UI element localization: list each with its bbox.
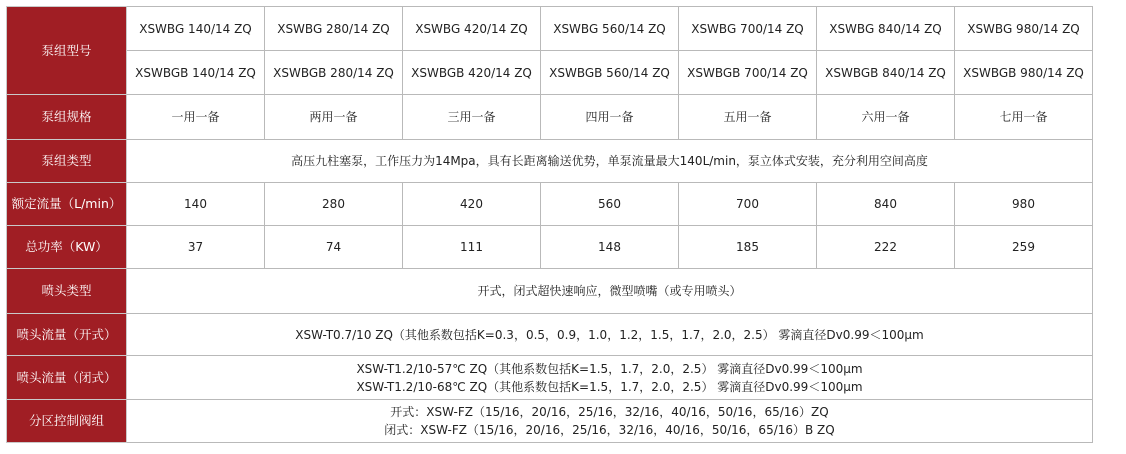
model-cell: XSWBG 420/14 ZQ [403,7,541,51]
row-label-pump-model: 泵组型号 [7,7,127,95]
model-cell: XSWBG 280/14 ZQ [265,7,403,51]
row-rated-flow [7,183,1093,226]
row-label-nozzle-flow-closed: 喷头流量（闭式） [7,356,127,400]
model-cell: XSWBGB 280/14 ZQ [265,51,403,95]
model-cell: XSWBGB 420/14 ZQ [403,51,541,95]
model-cell: XSWBGB 700/14 ZQ [679,51,817,95]
spec-cell: 六用一备 [817,95,955,140]
row-label-total-power: 总功率（KW） [7,226,127,269]
nozzle-flow-open-description: XSW-T0.7/10 ZQ（其他系数包括K=0.3，0.5，0.9，1.0，1.2，1.5，1.7，2.0，2.5） 雾滴直径Dv0.99＜100μm [127,314,1093,356]
spec-cell: 两用一备 [265,95,403,140]
row-pump-spec [7,95,1093,140]
model-cell: XSWBGB 840/14 ZQ [817,51,955,95]
power-cell: 111 [403,226,541,269]
flow-cell: 840 [817,183,955,226]
power-cell: 259 [955,226,1093,269]
row-pump-model-a [7,7,1093,51]
row-label-pump-spec: 泵组规格 [7,95,127,140]
spec-cell: 三用一备 [403,95,541,140]
model-cell: XSWBG 560/14 ZQ [541,7,679,51]
power-cell: 185 [679,226,817,269]
flow-cell: 560 [541,183,679,226]
row-pump-type [7,140,1093,183]
spec-table [6,6,1093,443]
row-nozzle-type [7,269,1093,314]
flow-cell: 280 [265,183,403,226]
zone-control-valve-line: 开式：XSW-FZ（15/16，20/16，25/16，32/16，40/16，50/16，65/16）ZQ [390,405,829,419]
model-cell: XSWBGB 980/14 ZQ [955,51,1093,95]
row-nozzle-flow-open [7,314,1093,356]
model-cell: XSWBG 840/14 ZQ [817,7,955,51]
spec-cell: 一用一备 [127,95,265,140]
model-cell: XSWBG 140/14 ZQ [127,7,265,51]
row-label-nozzle-type: 喷头类型 [7,269,127,314]
flow-cell: 980 [955,183,1093,226]
nozzle-type-description: 开式，闭式超快速响应，微型喷嘴（或专用喷头） [127,269,1093,314]
flow-cell: 140 [127,183,265,226]
row-nozzle-flow-closed [7,356,1093,400]
row-total-power [7,226,1093,269]
model-cell: XSWBGB 140/14 ZQ [127,51,265,95]
power-cell: 222 [817,226,955,269]
spec-cell: 五用一备 [679,95,817,140]
model-cell: XSWBG 700/14 ZQ [679,7,817,51]
row-pump-model-b [7,51,1093,95]
nozzle-flow-closed-line: XSW-T1.2/10-68℃ ZQ（其他系数包括K=1.5，1.7，2.0，2.5） 雾滴直径Dv0.99＜100μm [356,379,863,394]
power-cell: 148 [541,226,679,269]
spec-cell: 四用一备 [541,95,679,140]
row-label-rated-flow: 额定流量（L/min） [7,183,127,226]
flow-cell: 420 [403,183,541,226]
flow-cell: 700 [679,183,817,226]
pump-type-description: 高压九柱塞泵，工作压力为14Mpa，具有长距离输送优势，单泵流量最大140L/min，泵立体式安装，充分利用空间高度 [127,140,1093,183]
model-cell: XSWBGB 560/14 ZQ [541,51,679,95]
row-label-pump-type: 泵组类型 [7,140,127,183]
power-cell: 37 [127,226,265,269]
model-cell: XSWBG 980/14 ZQ [955,7,1093,51]
zone-control-valve-description [127,400,1093,443]
spec-cell: 七用一备 [955,95,1093,140]
zone-control-valve-line: 闭式：XSW-FZ（15/16，20/16，25/16，32/16，40/16，50/16，65/16）B ZQ [384,423,835,437]
nozzle-flow-closed-line: XSW-T1.2/10-57℃ ZQ（其他系数包括K=1.5，1.7，2.0，2.5） 雾滴直径Dv0.99＜100μm [356,361,863,376]
row-zone-control-valve [7,400,1093,443]
nozzle-flow-closed-description [127,356,1093,400]
row-label-nozzle-flow-open: 喷头流量（开式） [7,314,127,356]
row-label-zone-control-valve: 分区控制阀组 [7,400,127,443]
power-cell: 74 [265,226,403,269]
